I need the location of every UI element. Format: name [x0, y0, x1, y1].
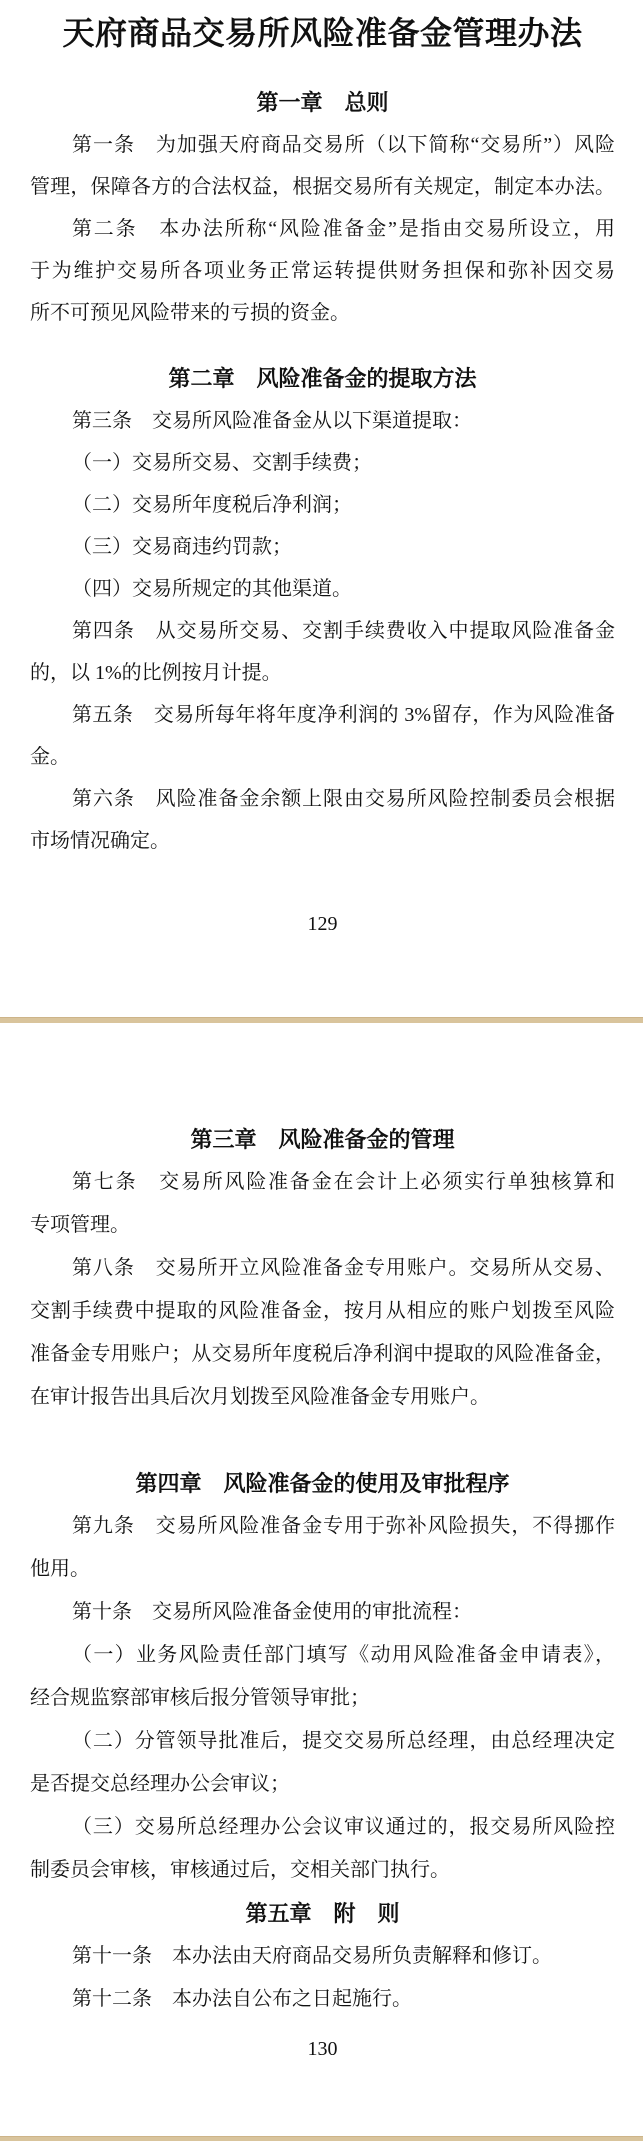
article-8-line-3: 准备金专用账户；从交易所年度税后净利润中提取的风险准备金， — [30, 1343, 615, 1365]
article-6-line-2: 市场情况确定。 — [30, 830, 170, 852]
article-4-line-1: 第四条 从交易所交易、交割手续费收入中提取风险准备金 — [72, 620, 615, 642]
article-10-line-1: 第十条 交易所风险准备金使用的审批流程： — [72, 1601, 472, 1623]
article-10-item-2-line-1: （二）分管领导批准后，提交交易所总经理，由总经理决定 — [72, 1730, 615, 1752]
article-2-line-2: 于为维护交易所各项业务正常运转提供财务担保和弥补因交易 — [30, 260, 615, 282]
article-9-line-1: 第九条 交易所风险准备金专用于弥补风险损失，不得挪作 — [72, 1515, 615, 1537]
chapter-3-heading: 第三章 风险准备金的管理 — [190, 1127, 455, 1152]
article-2-line-1: 第二条 本办法所称“风险准备金”是指由交易所设立，用 — [72, 218, 615, 240]
chapter-4-heading: 第四章 风险准备金的使用及审批程序 — [135, 1471, 510, 1496]
article-10-item-2-line-2: 是否提交总经理办公会审议； — [30, 1773, 290, 1795]
article-10-item-3-line-1: （三）交易所总经理办公会议审议通过的，报交易所风险控 — [72, 1816, 615, 1838]
article-11-line-1: 第十一条 本办法由天府商品交易所负责解释和修订。 — [72, 1945, 552, 1967]
article-8-line-4: 在审计报告出具后次月划拨至风险准备金专用账户。 — [30, 1386, 490, 1408]
article-3-item-3: （三）交易商违约罚款； — [72, 536, 292, 558]
article-5-line-2: 金。 — [30, 746, 70, 768]
page-number-130: 130 — [307, 2038, 338, 2060]
article-1-line-1: 第一条 为加强天府商品交易所（以下简称“交易所”）风险 — [72, 134, 615, 156]
article-8-line-1: 第八条 交易所开立风险准备金专用账户。交易所从交易、 — [72, 1257, 615, 1279]
chapter-5-heading: 第五章 附 则 — [245, 1901, 400, 1926]
document-title: 天府商品交易所风险准备金管理办法 — [62, 15, 583, 51]
article-3-item-4: （四）交易所规定的其他渠道。 — [72, 578, 352, 600]
article-1-line-2: 管理，保障各方的合法权益，根据交易所有关规定，制定本办法。 — [30, 176, 615, 198]
document-page-2 — [0, 1023, 643, 2136]
article-4-line-2: 的，以 1%的比例按月计提。 — [30, 662, 282, 684]
article-10-item-3-line-2: 制委员会审核，审核通过后，交相关部门执行。 — [30, 1859, 450, 1881]
article-3-line-1: 第三条 交易所风险准备金从以下渠道提取： — [72, 410, 472, 432]
article-6-line-1: 第六条 风险准备金余额上限由交易所风险控制委员会根据 — [72, 788, 615, 810]
article-10-item-1-line-1: （一）业务风险责任部门填写《动用风险准备金申请表》， — [72, 1644, 615, 1666]
article-10-item-1-line-2: 经合规监察部审核后报分管领导审批； — [30, 1687, 370, 1709]
chapter-2-heading: 第二章 风险准备金的提取方法 — [168, 366, 477, 391]
article-2-line-3: 所不可预见风险带来的亏损的资金。 — [30, 302, 350, 324]
document-page-1 — [0, 0, 643, 1017]
article-7-line-1: 第七条 交易所风险准备金在会计上必须实行单独核算和 — [72, 1171, 615, 1193]
article-7-line-2: 专项管理。 — [30, 1214, 130, 1236]
article-9-line-2: 他用。 — [30, 1558, 90, 1580]
chapter-1-heading: 第一章 总则 — [256, 90, 389, 115]
article-3-item-2: （二）交易所年度税后净利润； — [72, 494, 352, 516]
page-number-129: 129 — [307, 913, 338, 935]
article-8-line-2: 交割手续费中提取的风险准备金，按月从相应的账户划拨至风险 — [30, 1300, 615, 1322]
article-12-line-1: 第十二条 本办法自公布之日起施行。 — [72, 1988, 412, 2010]
next-page-sliver — [0, 2141, 643, 2145]
article-3-item-1: （一）交易所交易、交割手续费； — [72, 452, 372, 474]
article-5-line-1: 第五条 交易所每年将年度净利润的 3%留存，作为风险准备 — [72, 704, 615, 726]
